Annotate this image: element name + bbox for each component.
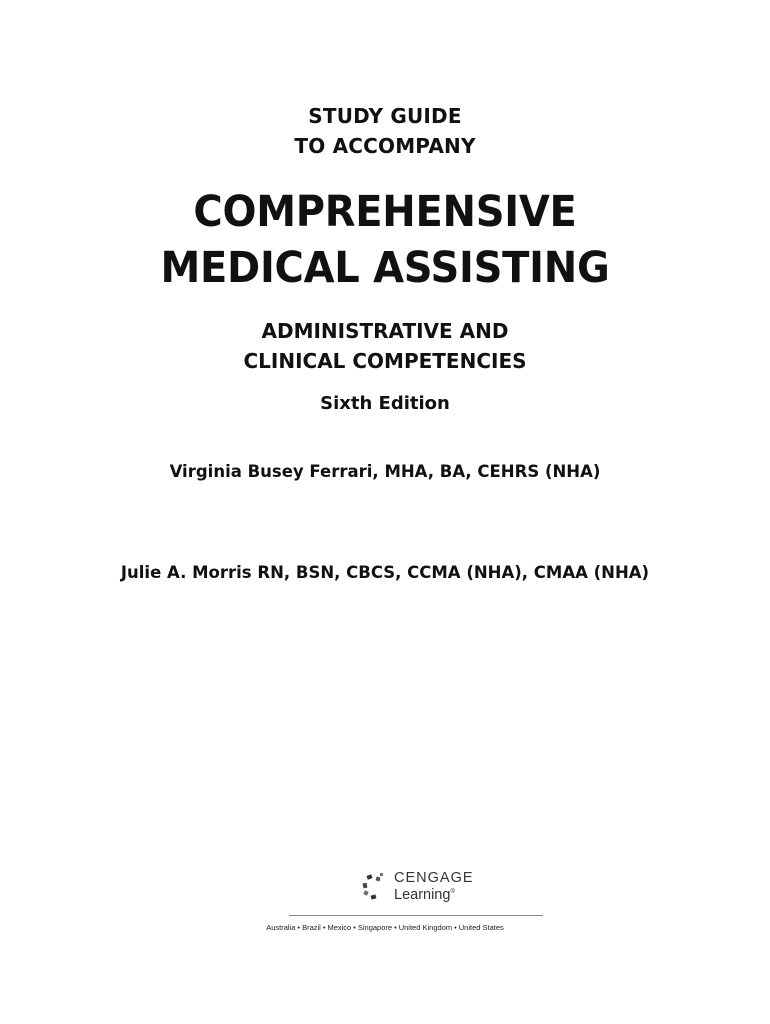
to-accompany-heading: TO ACCOMPANY <box>294 134 476 158</box>
publisher-logo <box>361 870 481 910</box>
location-separator: • <box>322 923 326 932</box>
publisher-name-line-1: CENGAGE <box>394 870 474 886</box>
location-item: Australia <box>266 923 296 932</box>
author-2: Julie A. Morris RN, BSN, CBCS, CCMA (NHA), CMAA (NHA) <box>120 563 650 582</box>
cengage-logo-icon <box>361 872 389 902</box>
location-item: Singapore <box>357 923 393 932</box>
location-item: Mexico <box>327 923 352 932</box>
book-title-line-2: MEDICAL ASSISTING <box>160 243 610 293</box>
location-separator: • <box>454 923 457 932</box>
publisher-name-line-2 <box>394 887 455 903</box>
book-subtitle-line-1: ADMINISTRATIVE AND <box>261 319 509 343</box>
location-separator: • <box>394 923 397 932</box>
location-item: United States <box>458 923 504 932</box>
book-subtitle-line-2: CLINICAL COMPETENCIES <box>243 349 527 373</box>
trademark-symbol: ® <box>450 889 455 896</box>
location-item: United Kingdom <box>398 923 453 932</box>
edition-label: Sixth Edition <box>320 393 450 414</box>
location-item: Brazil <box>302 923 321 932</box>
publisher-learning-text: Learning <box>394 887 451 903</box>
divider-rule <box>289 915 543 916</box>
author-1: Virginia Busey Ferrari, MHA, BA, CEHRS (NHA) <box>169 462 601 481</box>
book-title-line-1: COMPREHENSIVE <box>193 187 577 237</box>
study-guide-heading: STUDY GUIDE <box>308 104 462 128</box>
publisher-locations <box>0 923 770 932</box>
location-separator: • <box>353 923 356 932</box>
location-separator: • <box>297 923 301 932</box>
